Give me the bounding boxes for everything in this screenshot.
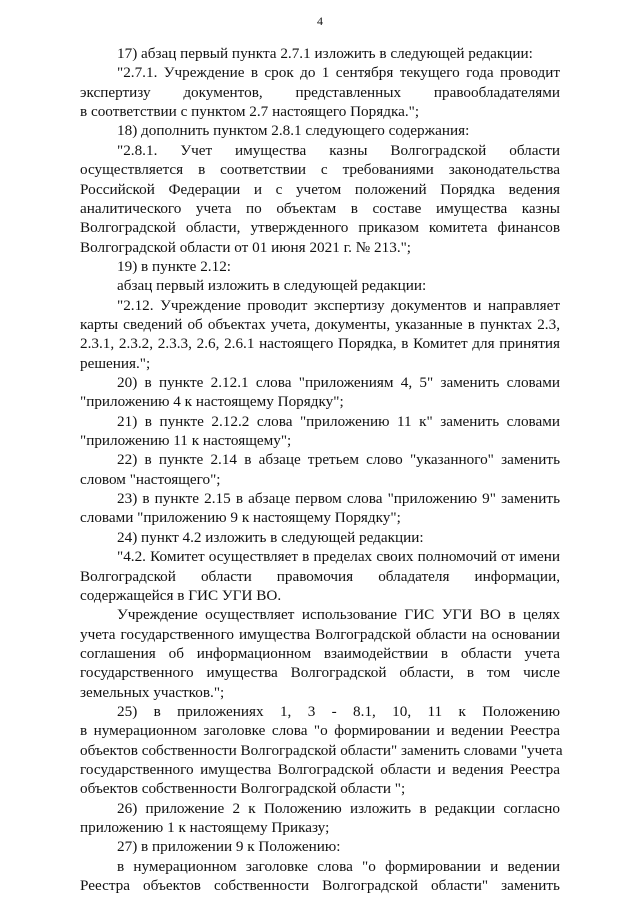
text-line: приложению 1 к настоящему Приказу; (80, 819, 330, 836)
text-line: соглашения об информационном взаимодействии в области учета (80, 644, 560, 662)
text-line: 22) в пункте 2.14 в абзаце третьем слово "указанного" заменить (117, 451, 560, 469)
text-line: в нумерационном заголовке слова "о формировании и ведении Реестра (80, 722, 560, 740)
text-line: словом "настоящего"; (80, 470, 221, 488)
text-line: 19) в пункте 2.12: (117, 257, 232, 275)
text-line: земельных участков."; (80, 683, 225, 701)
text-line: 24) пункт 4.2 изложить в следующей редакции: (117, 528, 424, 546)
text-line: карты сведений об объектах учета, документы, указанные в пунктах 2.3, (80, 315, 560, 333)
text-line: 23) в пункте 2.15 в абзаце первом слова "приложению 9" заменить (117, 490, 560, 508)
text-line: Волгоградской области от 01 июня 2021 г. № 213."; (80, 238, 412, 256)
text-line: экспертизу документов, представленных правообладателями (80, 83, 560, 101)
text-line: аналитического учета по объектам в составе имущества казны (80, 199, 560, 217)
text-line: абзац первый изложить в следующей редакции: (117, 277, 427, 295)
text-line: в соответствии с пунктом 2.7 настоящего Порядка."; (80, 103, 420, 121)
text-line: объектов собственности Волгоградской области" заменить словами "учета (80, 741, 563, 759)
text-line: 20) в пункте 2.12.1 слова "приложениям 4, 5" заменить словами (117, 374, 560, 391)
text-line: объектов собственности Волгоградской области "; (80, 780, 406, 798)
text-line: осуществляется в соответствии с требованиями законодательства (80, 161, 560, 179)
text-line: содержащейся в ГИС УГИ ВО. (80, 586, 282, 604)
text-line: 26) приложение 2 к Положению изложить в редакции согласно (117, 799, 560, 817)
text-line: Волгоградской области, утвержденного приказом комитета финансов (80, 219, 560, 237)
text-line: Российской Федерации и с учетом положений Порядка ведения (80, 180, 560, 198)
text-line: в нумерационном заголовке слова "о формировании и ведении (117, 857, 560, 875)
text-line: Волгоградской области правомочия обладателя информации, (80, 567, 560, 585)
text-line: Учреждение осуществляет использование ГИС УГИ ВО в целях (117, 606, 560, 624)
text-line: государственного имущества Волгоградской области, в том числе (80, 664, 560, 682)
text-line: "приложению 11 к настоящему"; (80, 432, 292, 449)
text-line: 17) абзац первый пункта 2.7.1 изложить в следующей редакции: (117, 45, 533, 62)
text-line: словами "приложению 9 к настоящему Порядку"; (80, 509, 401, 527)
text-line: "2.12. Учреждение проводит экспертизу документов и направляет (117, 296, 560, 314)
text-line: "приложению 4 к настоящему Порядку"; (80, 393, 344, 411)
text-line: "2.7.1. Учреждение в срок до 1 сентября текущего года проводит (117, 64, 560, 82)
text-line: 27) в приложении 9 к Положению: (117, 838, 341, 856)
text-line: 25) в приложениях 1, 3 - 8.1, 10, 11 к Положению (117, 702, 560, 720)
text-line: "2.8.1. Учет имущества казны Волгоградской области (117, 141, 560, 159)
text-line: 18) дополнить пунктом 2.8.1 следующего содержания: (117, 122, 470, 140)
text-line: учета государственного имущества Волгоградской области на основании (80, 625, 560, 643)
page-number: 4 (317, 14, 323, 28)
text-line: "4.2. Комитет осуществляет в пределах своих полномочий от имени (117, 548, 560, 566)
text-line: 21) в пункте 2.12.2 слова "приложению 11 к" заменить словами (117, 412, 560, 430)
text-line: Реестра объектов собственности Волгоградской области" заменить (80, 877, 560, 895)
text-line: 2.3.1, 2.3.2, 2.3.3, 2.6, 2.6.1 настоящего Порядка, в Комитет для принятия (80, 335, 560, 353)
text-line: решения."; (80, 354, 151, 372)
text-line: государственного имущества Волгоградской области и ведения Реестра (80, 761, 560, 778)
